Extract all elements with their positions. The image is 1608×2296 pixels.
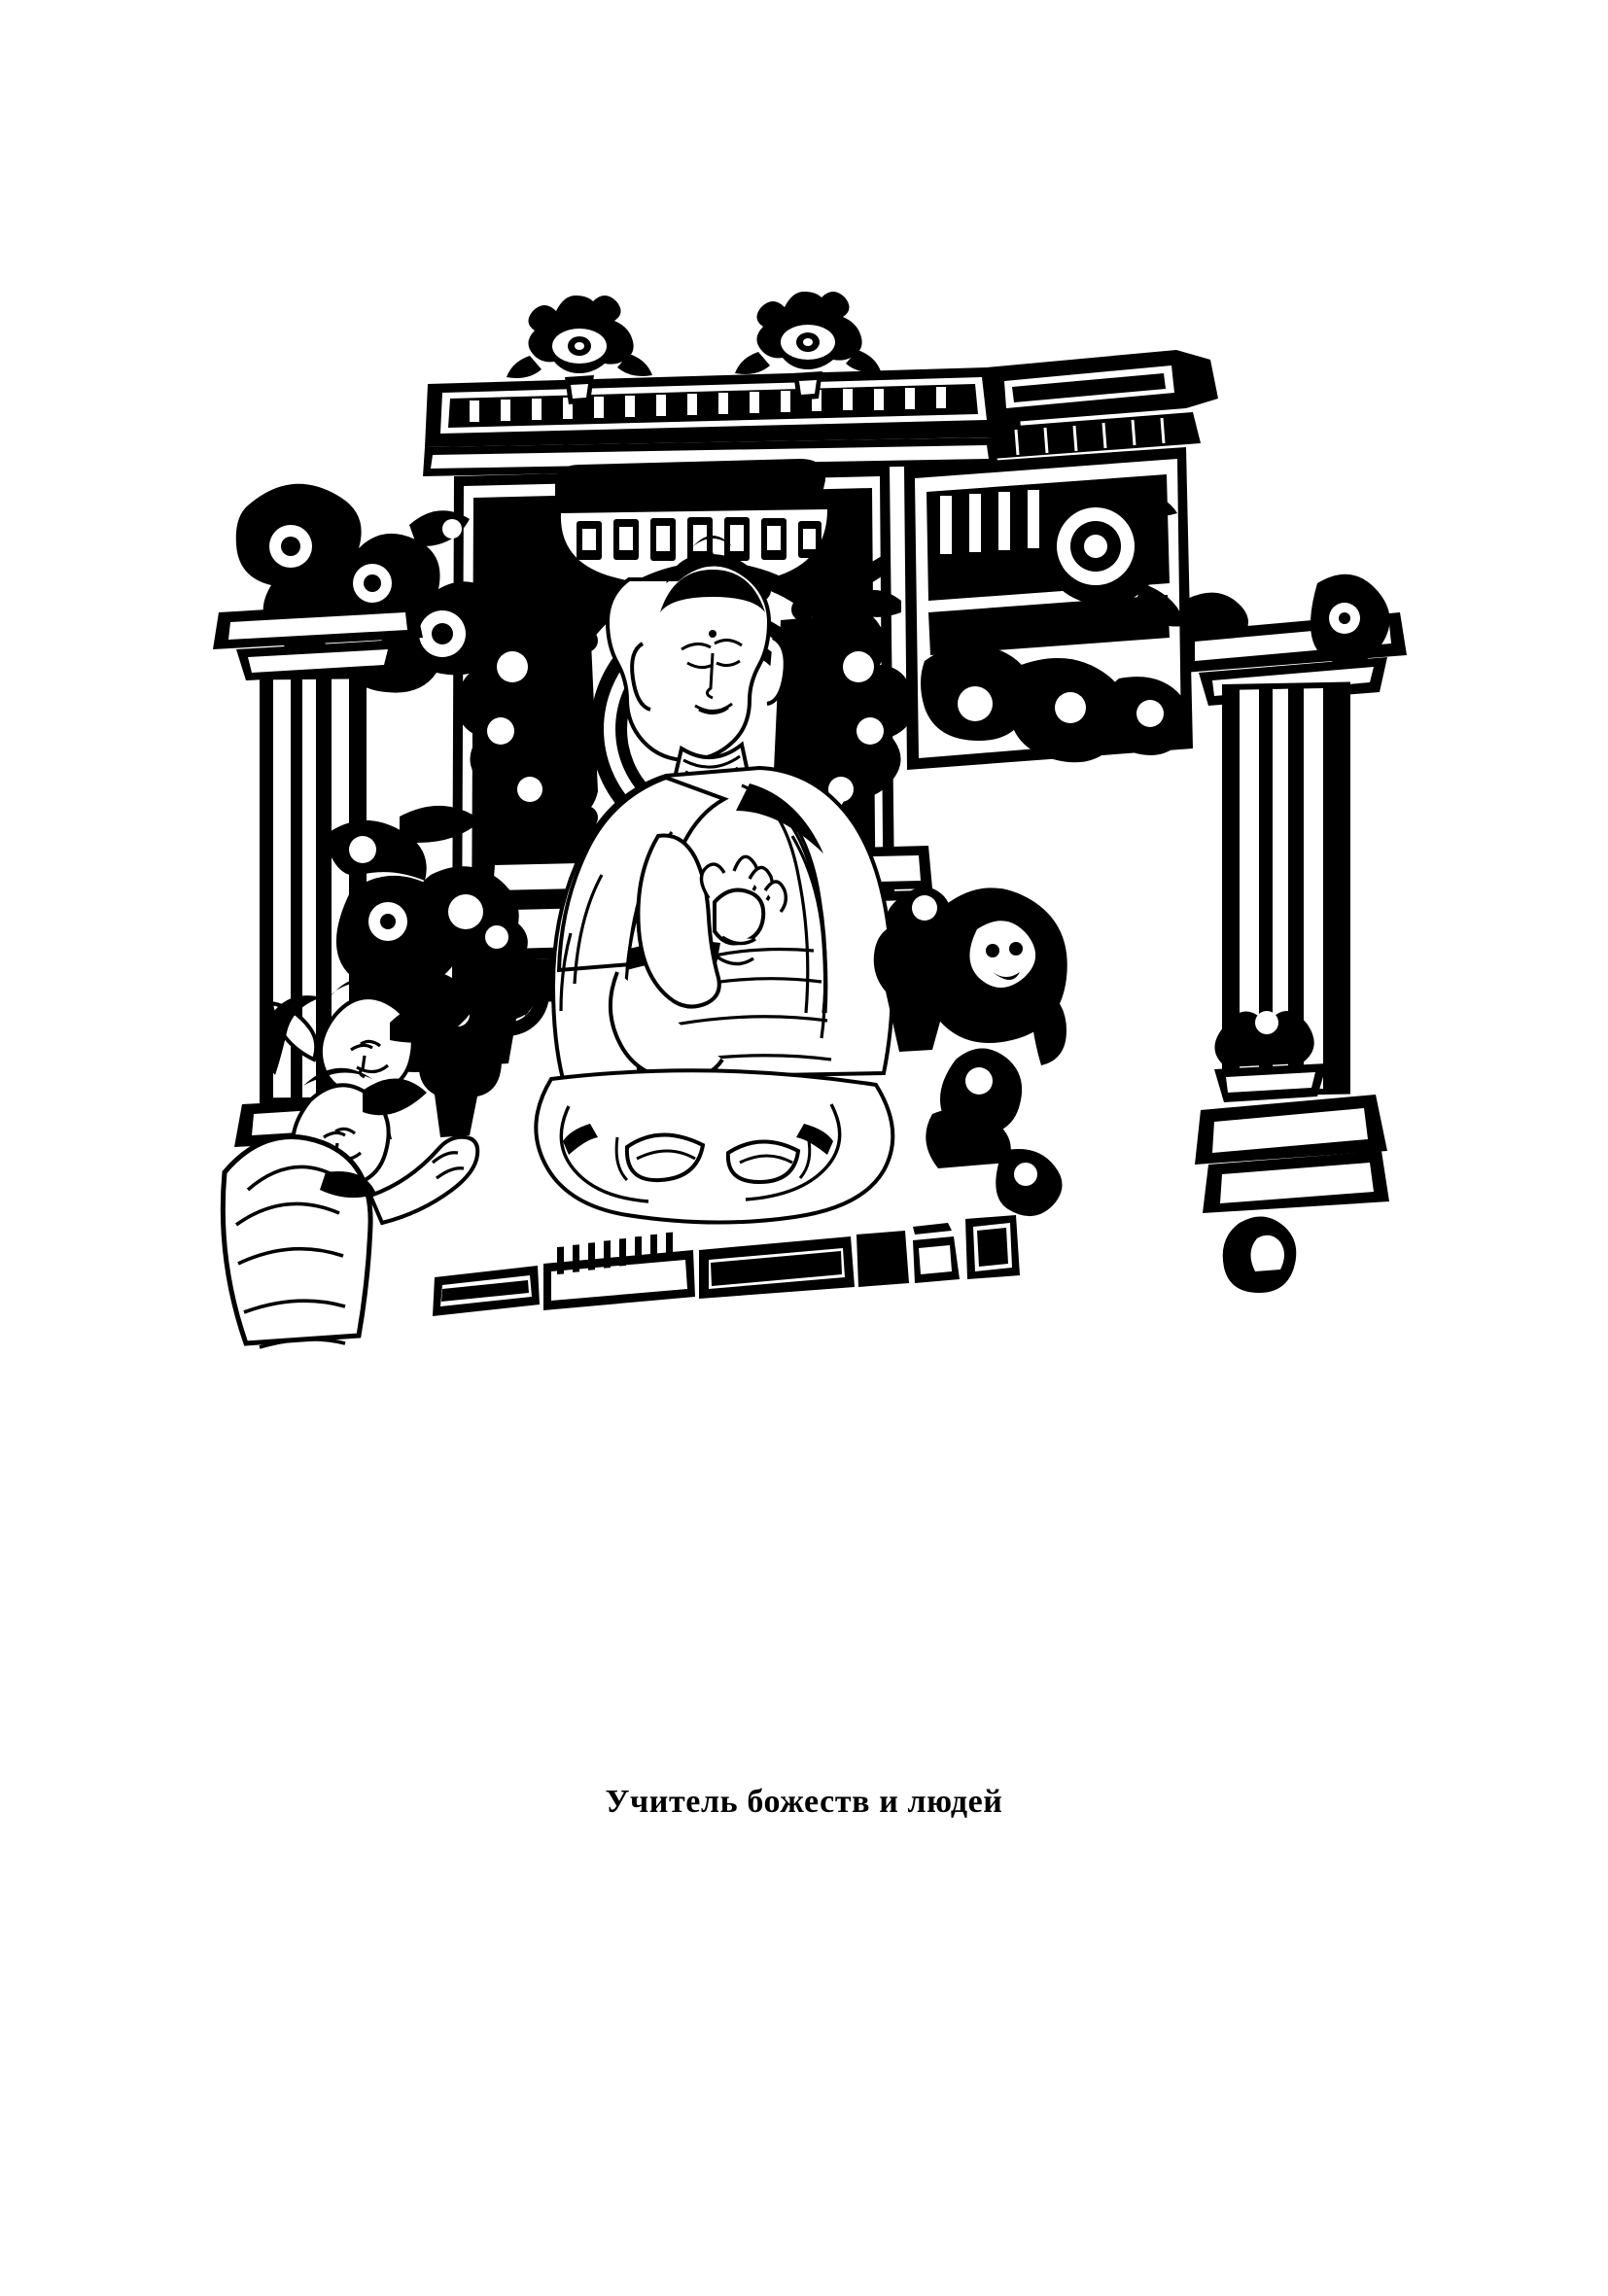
buddha-teaching-plate <box>209 292 1410 1546</box>
plate-caption: Учитель божеств и людей <box>605 1784 1003 1820</box>
pillar-right <box>1181 612 1407 1293</box>
carved-lintel <box>423 367 1021 476</box>
base-pedestal-frieze <box>433 1215 1020 1316</box>
right-panel-architecture <box>904 447 1248 770</box>
right-upper-beam <box>987 350 1218 459</box>
trefoil-ornament <box>1223 1216 1297 1293</box>
